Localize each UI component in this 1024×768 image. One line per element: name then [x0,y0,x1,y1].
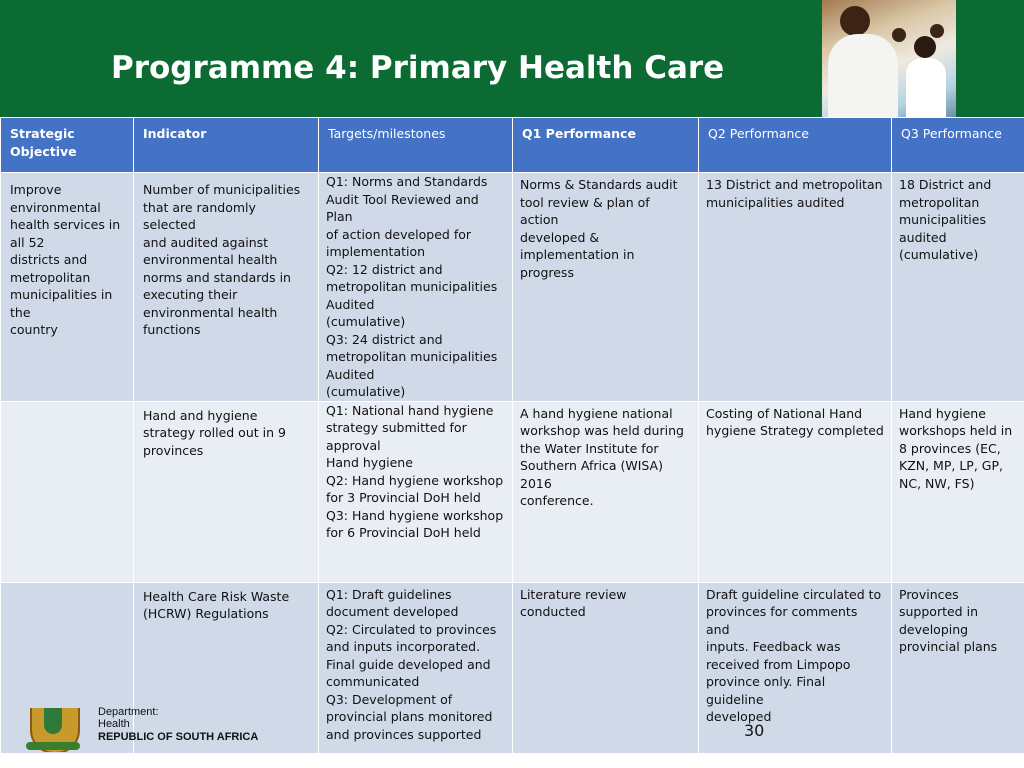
cell-line: KZN, MP, LP, GP, [899,458,1003,473]
cell-line: environmental health [143,304,278,320]
cell-q1-performance [513,401,699,582]
cell-line: Q1: National hand hygiene [326,402,494,418]
cell-line: Final guide developed and [326,656,491,672]
performance-table [0,117,1024,754]
cell-line: Audited [326,366,375,382]
cell-line: Number of municipalities [143,182,301,197]
header-indicator: Indicator [134,118,319,173]
cell-line: that are randomly selected [143,199,256,232]
cell-line: workshops held in [899,423,1013,438]
cell-line: Q3: Development of [326,691,453,707]
cell-line: metropolitan [10,269,91,285]
header-photo [822,0,956,117]
cell-line: province only. Final guideline [706,674,826,707]
department-name [98,706,159,730]
cell-line: municipalities audited [706,194,845,210]
cell-q2-performance [699,582,892,753]
cell-line: developed & [520,229,600,245]
cell-line: Draft guideline circulated to [706,586,882,602]
cell-line: 8 provinces (EC, [899,440,1001,456]
cell-line: environmental [10,199,101,215]
cell-line: environmental health [143,252,278,267]
cell-q2-performance [699,173,892,402]
cell-line: workshop was held during [520,423,684,438]
republic-label: REPUBLIC OF SOUTH AFRICA [98,731,259,743]
cell-line: A hand hygiene national [520,405,673,421]
cell-line: hygiene Strategy completed [706,423,884,438]
cell-line: Health Care Risk Waste [143,588,290,604]
cell-line: 13 District and metropolitan [706,177,883,192]
header-q2-performance: Q2 Performance [699,118,892,173]
logo-inner [44,708,62,734]
cell-indicator [134,582,319,753]
cell-line: Literature review conducted [520,586,627,619]
cell-line: provinces [143,442,204,458]
cell-line: strategy rolled out in 9 [143,425,286,440]
cell-line: received from Limpopo [706,656,851,672]
cell-line: all 52 [10,234,45,250]
cell-q1-performance [513,582,699,753]
cell-line: provincial plans monitored [326,709,493,724]
cell-line: (cumulative) [326,314,406,329]
page-number: 30 [744,721,765,740]
cell-line: developed [706,709,772,724]
cell-line: provinces for comments and [706,604,858,637]
cell-line: strategy submitted for [326,420,467,435]
cell-line: Q1: Draft guidelines [326,586,452,602]
cell-line: for 6 Provincial DoH held [326,525,481,540]
header-strategic-objective: Strategic Objective [1,118,134,173]
cell-line: and provinces supported [326,726,482,742]
cell-strategic-objective [1,401,134,582]
photo-figure-head [840,6,870,36]
department-line: Health [98,718,130,730]
header-q1-performance: Q1 Performance [513,118,699,173]
cell-line: the [10,304,31,320]
cell-line: implementation in progress [520,247,635,280]
cell-line: Hand and hygiene [143,407,258,423]
cell-line: metropolitan municipalities [326,349,498,364]
cell-line: developing [899,621,969,637]
cell-line: Q2: 12 district and [326,261,443,277]
cell-targets [319,173,513,402]
cell-q2-performance [699,401,892,582]
cell-line: (HCRW) Regulations [143,606,269,621]
photo-child-head [892,28,906,42]
logo-band [26,742,80,750]
photo-child-body [906,58,946,117]
cell-targets [319,582,513,753]
department-line: Department: [98,706,159,718]
header-targets: Targets/milestones [319,118,513,173]
cell-line: Q2: Hand hygiene workshop [326,472,504,488]
cell-q1-performance [513,173,699,402]
cell-line: executing their [143,287,238,302]
cell-line: Hand hygiene [899,405,986,421]
cell-line: Improve [10,182,62,197]
cell-line: implementation [326,244,426,259]
cell-line: Provinces [899,586,959,602]
cell-line: of action developed for [326,226,472,242]
cell-line: provincial plans [899,639,998,654]
cell-line: metropolitan municipalities [326,279,498,294]
cell-line: Costing of National Hand [706,405,863,421]
cell-q3-performance [892,582,1024,753]
cell-line: and inputs incorporated. [326,639,481,654]
cell-line: approval [326,437,381,453]
cell-indicator [134,401,319,582]
cell-line: communicated [326,674,420,689]
photo-child-head [930,24,944,38]
cell-line: municipalities [899,212,986,227]
cell-line: and audited against [143,234,269,250]
cell-line: country [10,322,58,337]
photo-child-head [914,36,936,58]
cell-line: Q1: Norms and Standards [326,174,488,189]
slide-title: Programme 4: Primary Health Care [111,50,725,86]
cell-line: functions [143,322,201,337]
cell-line: (cumulative) [326,384,406,399]
cell-line: Audit Tool Reviewed and Plan [326,191,479,224]
table-row [1,401,1024,582]
cell-line: inputs. Feedback was [706,639,841,654]
cell-indicator [134,173,319,402]
cell-line: the Water Institute for [520,440,659,456]
header-q3-performance: Q3 Performance [892,118,1024,173]
cell-line: Q3: 24 district and [326,331,443,347]
cell-q3-performance [892,173,1024,402]
cell-strategic-objective [1,173,134,402]
cell-line: tool review & plan of action [520,194,650,227]
coat-of-arms-logo [22,708,84,752]
cell-line: Audited [326,296,375,312]
photo-figure-body [828,34,898,117]
table-row [1,173,1024,402]
cell-line: supported in [899,604,978,619]
cell-line: NC, NW, FS) [899,475,975,491]
cell-line: conference. [520,493,594,508]
cell-line: audited [899,229,947,245]
cell-line: (cumulative) [899,247,979,262]
cell-line: Q3: Hand hygiene workshop [326,507,504,523]
cell-line: Southern Africa (WISA) 2016 [520,458,663,491]
cell-line: metropolitan [899,194,980,210]
cell-line: Hand hygiene [326,455,413,470]
cell-line: municipalities in [10,287,113,302]
cell-line: document developed [326,604,459,619]
cell-line: districts and [10,252,88,267]
cell-line: Norms & Standards audit [520,177,678,192]
cell-line: Q2: Circulated to provinces [326,621,497,637]
cell-line: norms and standards in [143,269,291,285]
cell-line: for 3 Provincial DoH held [326,490,481,505]
table-header-row [1,118,1024,173]
cell-line: 18 District and [899,177,992,192]
cell-targets [319,401,513,582]
cell-q3-performance [892,401,1024,582]
cell-line: health services in [10,217,121,232]
